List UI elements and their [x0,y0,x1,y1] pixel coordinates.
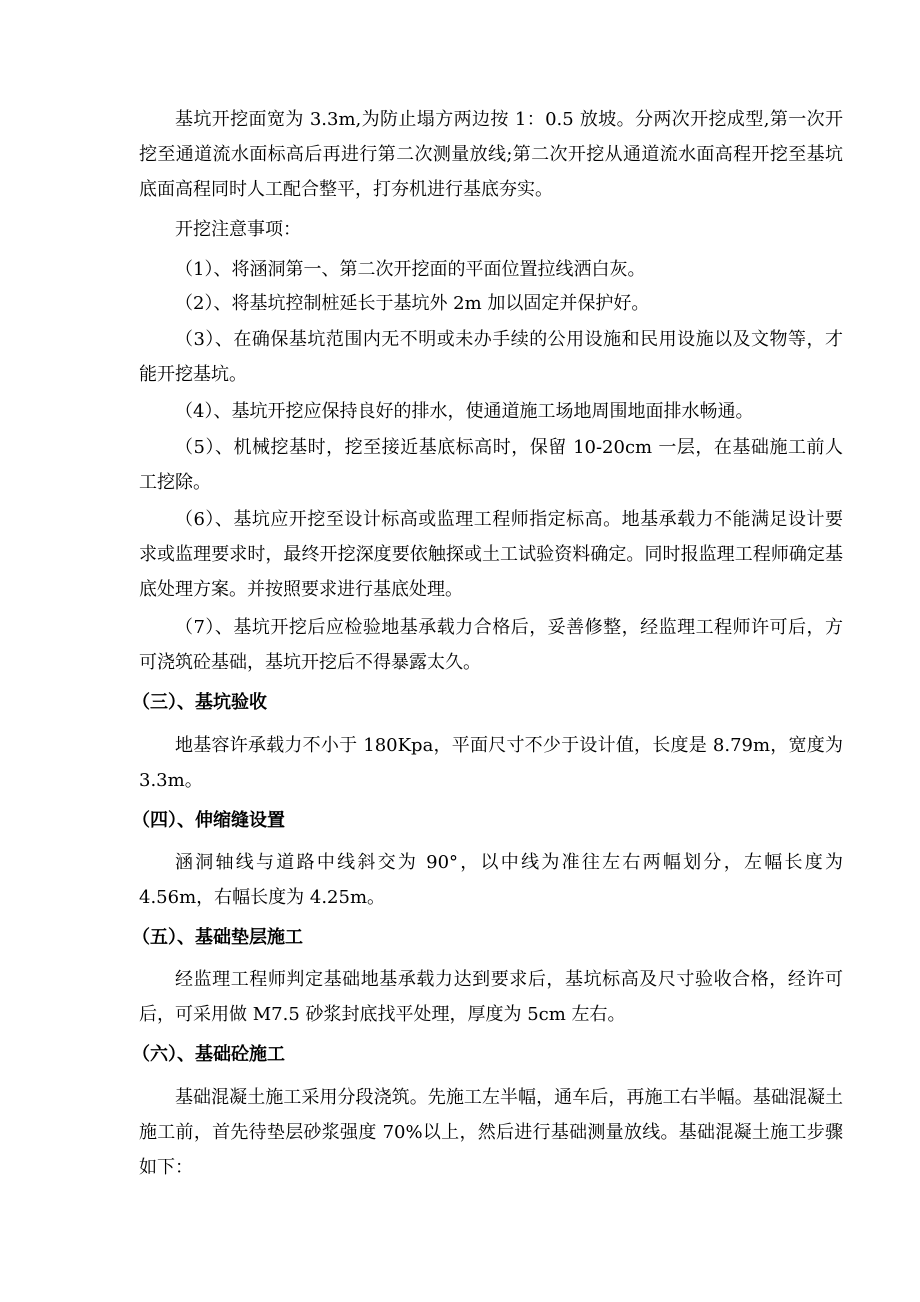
paragraph-expansion-joint: 涵洞轴线与道路中线斜交为 90°，以中线为准往左右两幅划分，左幅长度为 4.56m，右幅长度为 4.25m。 [139,852,843,908]
section-heading-6: （六）、基础砼施工 [132,1044,285,1065]
list-item-1: （1）、将涵洞第一、第二次开挖面的平面位置拉线洒白灰。 [175,259,646,280]
list-item-7: （7）、基坑开挖后应检验地基承载力合格后，妥善修整，经监理工程师许可后，方可浇筑砼基础，基坑开挖后不得暴露太久。 [139,617,843,673]
paragraph-excavation-notes-title: 开挖注意事项： [175,219,301,240]
list-item-5: （5）、机械挖基时，挖至接近基底标高时，保留 10-20cm 一层，在基础施工前人工挖除。 [139,437,843,493]
list-item-6: （6）、基坑应开挖至设计标高或监理工程师指定标高。地基承载力不能满足设计要求或监理要求时，最终开挖深度要依触探或土工试验资料确定。同时报监理工程师确定基底处理方案。并按照要求进行基底处理。 [139,509,843,600]
paragraph-acceptance: 地基容许承载力不小于 180Kpa，平面尺寸不少于设计值，长度是 8.79m，宽度为 3.3m。 [139,735,843,791]
section-heading-3: （三）、基坑验收 [132,692,267,713]
section-heading-4: （四）、伸缩缝设置 [132,810,285,831]
list-item-4: （4）、基坑开挖应保持良好的排水，使通道施工场地周围地面排水畅通。 [175,401,754,422]
section-heading-5: （五）、基础垫层施工 [132,927,303,948]
list-item-2: （2）、将基坑控制桩延长于基坑外 2m 加以固定并保护好。 [175,293,650,314]
paragraph-cushion-layer: 经监理工程师判定基础地基承载力达到要求后，基坑标高及尺寸验收合格，经许可后，可采用做 M7.5 砂浆封底找平处理，厚度为 5cm 左右。 [139,969,843,1025]
paragraph-foundation-concrete: 基础混凝土施工采用分段浇筑。先施工左半幅，通车后，再施工右半幅。基础混凝土施工前，首先待垫层砂浆强度 70%以上，然后进行基础测量放线。基础混凝土施工步骤如下： [139,1087,843,1178]
list-item-3: （3）、在确保基坑范围内无不明或未办手续的公用设施和民用设施以及文物等，才能开挖基坑。 [139,329,843,385]
paragraph-excavation-width: 基坑开挖面宽为 3.3m,为防止塌方两边按 1：0.5 放坡。分两次开挖成型,第一次开挖至通道流水面标高后再进行第二次测量放线;第二次开挖从通道流水面高程开挖至基坑底面高程同时人工配合整平，打夯机进行基底夯实。 [139,109,843,200]
